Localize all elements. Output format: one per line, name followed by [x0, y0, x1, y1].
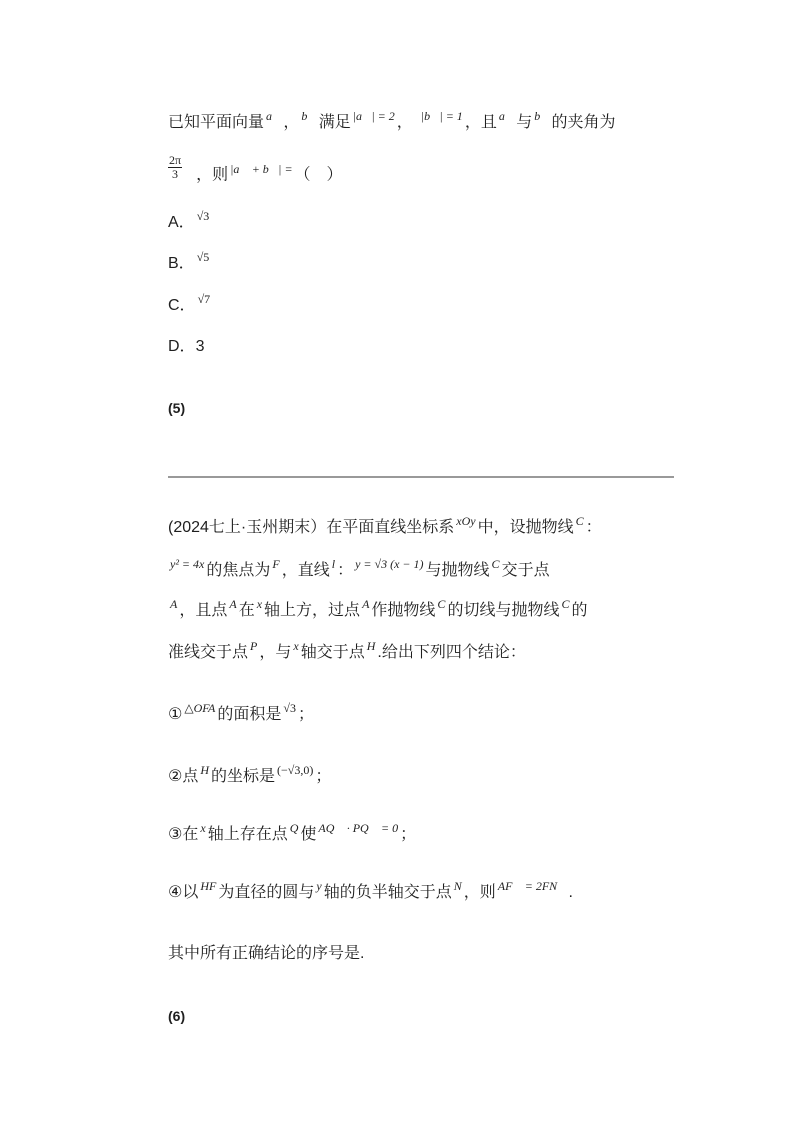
stem-text: 已知平面向量 — [168, 114, 265, 131]
math-inline: x — [200, 821, 206, 835]
option-math: 3 — [195, 338, 205, 355]
stem-text: ③在 — [168, 826, 199, 843]
math-inline: AF⃗ = 2FN⃗ — [497, 879, 567, 893]
stem-text: 作抛物线 — [371, 602, 436, 619]
math-inline: y — [316, 879, 322, 893]
math-inline: C — [575, 514, 584, 528]
stem-text: (2024七上·玉州期末）在平面直线坐标系 — [168, 519, 455, 536]
math-inline: y² = 4x — [170, 557, 205, 571]
math-inline: H — [200, 763, 210, 777]
section-divider — [168, 476, 674, 478]
q5-stem-line3 — [168, 597, 588, 622]
stem-text: ， — [396, 114, 413, 131]
math-inline: Q — [289, 821, 299, 835]
math-inline: P — [250, 639, 258, 653]
stem-text: 的坐标是 — [211, 768, 276, 785]
conclusion-1 — [168, 701, 314, 726]
math-inline: xOy — [456, 514, 476, 528]
stem-text: ，则 — [463, 884, 496, 901]
math-inline: A — [362, 597, 370, 611]
stem-text: ，与 — [259, 644, 292, 661]
fraction-numerator: 2π — [169, 153, 182, 167]
math-inline: x — [256, 597, 263, 611]
math-vec-b: b⃗ — [534, 109, 550, 123]
stem-text: 且 — [480, 114, 497, 131]
answer-paren: （ ） — [294, 166, 343, 184]
math-inline: l — [331, 557, 336, 571]
stem-text: ，直线 — [281, 562, 330, 579]
q5-stem-line4 — [168, 639, 526, 664]
fraction-denominator: 3 — [172, 167, 179, 181]
math-inline: x — [293, 639, 299, 653]
option-c — [168, 292, 212, 317]
option-b — [168, 250, 211, 275]
stem-text: ， — [464, 114, 481, 131]
stem-text: ④以 — [168, 884, 199, 901]
stem-text: 满足 — [318, 114, 351, 131]
math-vec-a: a⃗ — [498, 109, 515, 123]
stem-text: 的夹角为 — [551, 114, 616, 131]
stem-text: 的 — [571, 602, 588, 619]
stem-text: ① — [168, 706, 183, 723]
math-inline: (−√3,0) — [277, 763, 314, 777]
stem-text: ： — [337, 562, 354, 579]
math-inline: HF — [200, 879, 217, 893]
stem-text: 轴的负半轴交于点 — [323, 884, 452, 901]
stem-text: 使 — [300, 826, 317, 843]
math-inline: y = √3 (x − 1) — [355, 557, 424, 571]
stem-text: 在 — [238, 602, 255, 619]
option-math: √3 — [196, 209, 210, 223]
math-inline: △OFA — [184, 701, 216, 715]
stem-text: 轴上方，过点 — [264, 602, 361, 619]
stem-text: ，则 — [196, 166, 229, 184]
option-math: √7 — [197, 292, 211, 306]
stem-text: .给出下列四个结论： — [377, 644, 526, 661]
stem-text: ②点 — [168, 768, 199, 785]
stem-text: 中，设抛物线 — [477, 519, 574, 536]
math-abs-b: |b⃗| = 1 — [420, 109, 463, 123]
math-inline: H — [366, 639, 376, 653]
conclusion-2 — [168, 763, 332, 788]
stem-text: ； — [297, 706, 314, 723]
q5-stem-line1 — [168, 514, 602, 539]
math-inline: C — [437, 597, 446, 611]
stem-text: 与抛物线 — [425, 562, 490, 579]
q5-stem-line2 — [168, 557, 550, 582]
conclusion-4 — [168, 879, 573, 904]
question-label-5: (5) — [168, 400, 186, 416]
stem-text: 与 — [516, 114, 533, 131]
conclusion-3 — [168, 821, 417, 846]
option-label: C． — [168, 297, 196, 314]
stem-text: 轴上存在点 — [207, 826, 288, 843]
option-label: D． — [168, 338, 196, 355]
math-abs-a: |a⃗| = 2 — [352, 109, 395, 123]
math-inline: A — [229, 597, 237, 611]
stem-text: 准线交于点 — [168, 644, 249, 661]
math-inline: F — [272, 557, 280, 571]
option-d — [168, 336, 204, 358]
stem-text: 交于点 — [501, 562, 550, 579]
math-vec-a: a⃗ — [266, 109, 282, 123]
math-inline: AQ⃗ · PQ⃗ = 0 — [318, 821, 399, 835]
stem-text: ： — [585, 519, 602, 536]
stem-text: ； — [315, 768, 332, 785]
q4-stem-line1 — [168, 109, 616, 134]
option-a — [168, 209, 211, 234]
stem-text: ； — [400, 826, 417, 843]
option-label: A． — [168, 214, 195, 231]
stem-text: 的焦点为 — [206, 562, 271, 579]
question-ask: 其中所有正确结论的序号是. — [168, 945, 365, 962]
math-inline: C — [491, 557, 500, 571]
stem-text: 的面积是 — [217, 706, 282, 723]
option-label: B． — [168, 255, 195, 272]
stem-text: . — [568, 884, 573, 901]
option-math: √5 — [196, 250, 210, 264]
question-label-6: (6) — [168, 1008, 186, 1024]
stem-text: 的切线与抛物线 — [447, 602, 560, 619]
math-inline: N — [453, 879, 462, 893]
stem-text: ， — [283, 114, 300, 131]
math-vec-b: b⃗ — [301, 109, 317, 123]
stem-text: ，且点 — [179, 602, 228, 619]
stem-text: 轴交于点 — [300, 644, 365, 661]
math-inline: A — [170, 597, 178, 611]
math-fraction — [168, 154, 182, 181]
math-inline: C — [561, 597, 570, 611]
math-abs-sum: |a⃗ + b⃗| = — [230, 161, 293, 176]
math-inline: √3 — [283, 701, 296, 715]
stem-text: 为直径的圆与 — [218, 884, 315, 901]
